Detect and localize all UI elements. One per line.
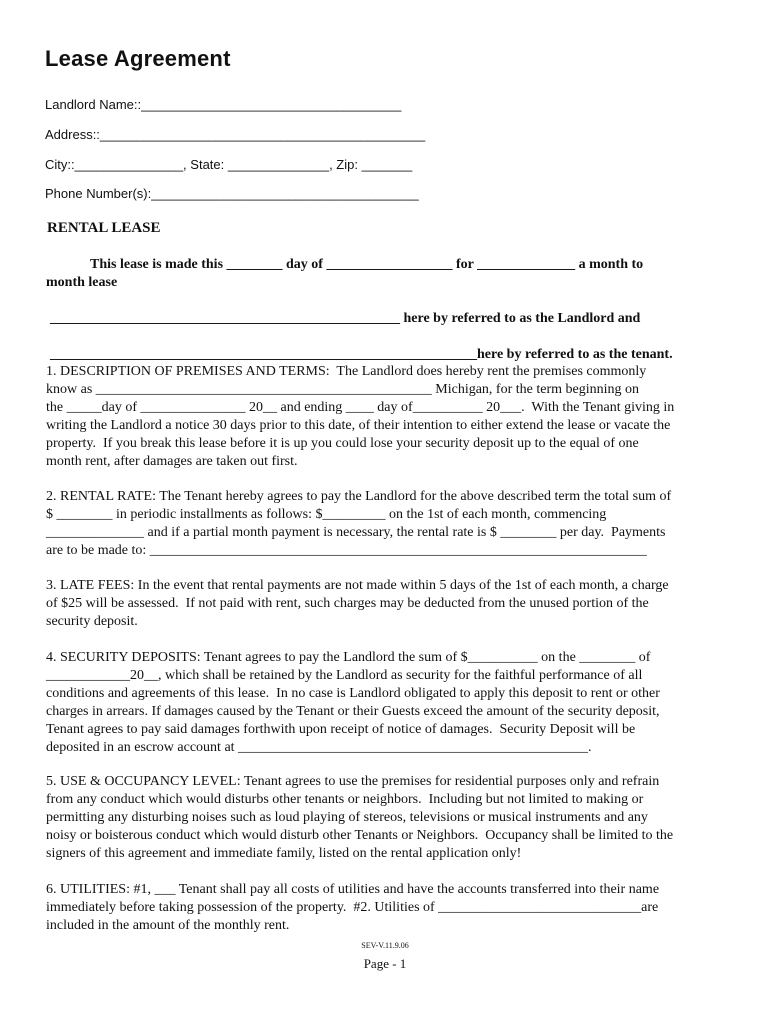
rental-lease-heading: RENTAL LEASE bbox=[47, 220, 161, 236]
paragraph-line: month rent, after damages are taken out first. bbox=[46, 454, 298, 469]
section-security-deposits bbox=[46, 649, 736, 757]
paragraph-line: $ ________ in periodic installments as follows: $_________ on the 1st of each month, commencing bbox=[46, 507, 607, 522]
paragraph-line: 6. UTILITIES: #1, ___ Tenant shall pay all costs of utilities and have the accounts transferred into their name bbox=[46, 882, 660, 897]
paragraph-line: permitting any disturbing noises such as loud playing of stereos, televisions or musical instruments and any bbox=[46, 810, 648, 825]
page-number: Page - 1 bbox=[363, 956, 407, 971]
paragraph-line: 3. LATE FEES: In the event that rental payments are not made within 5 days of the 1st of each month, a charge bbox=[46, 578, 669, 593]
intro-line-2: month lease bbox=[46, 275, 118, 290]
section-late-fees bbox=[46, 577, 736, 631]
landlord-name-field[interactable]: Landlord Name::____________________________________ bbox=[45, 97, 402, 112]
paragraph-line: ____________20__, which shall be retained by the Landlord as security for the faithful performance of all bbox=[46, 668, 643, 683]
paragraph-line: ______________ and if a partial month payment is necessary, the rental rate is $ ________ per day. Payments bbox=[46, 525, 666, 540]
landlord-line: __________________________________________________ here by referred to as the Landlord and bbox=[50, 311, 641, 326]
paragraph-line: 1. DESCRIPTION OF PREMISES AND TERMS: The Landlord does hereby rent the premises commonly bbox=[46, 364, 647, 379]
paragraph-line: the _____day of _______________ 20__ and ending ____ day of__________ 20___. With the Tenant giving in bbox=[46, 400, 675, 415]
paragraph-line: Tenant agrees to pay said damages forthwith upon receipt of notice of damages. Security Deposit will be bbox=[46, 722, 636, 737]
paragraph-line: 5. USE & OCCUPANCY LEVEL: Tenant agrees to use the premises for residential purposes only and refrain bbox=[46, 774, 660, 789]
city-state-zip-field[interactable]: City::_______________, State: ______________, Zip: _______ bbox=[45, 157, 413, 172]
paragraph-line: 2. RENTAL RATE: The Tenant hereby agrees to pay the Landlord for the above described term the total sum of bbox=[46, 489, 672, 504]
tenant-line: _____________________________________________________________here by referred to as the tenant. bbox=[50, 347, 673, 362]
section-utilities bbox=[46, 881, 736, 935]
paragraph-line: are to be made to: _______________________________________________________________________ bbox=[46, 543, 647, 558]
paragraph-line: know as ________________________________________________ Michigan, for the term beginning on bbox=[46, 382, 640, 397]
paragraph-line: signers of this agreement and immediate family, listed on the rental application only! bbox=[46, 846, 522, 861]
paragraph-line: included in the amount of the monthly rent. bbox=[46, 918, 290, 933]
phone-number-field[interactable]: Phone Number(s):_____________________________________ bbox=[45, 186, 419, 201]
paragraph-line: 4. SECURITY DEPOSITS: Tenant agrees to pay the Landlord the sum of $__________ on the ________ of bbox=[46, 650, 651, 665]
paragraph-line: charges in arrears. If damages caused by the Tenant or their Guests exceed the amount of the security deposit, bbox=[46, 704, 660, 719]
intro-line-1: This lease is made this ________ day of __________________ for ______________ a month to bbox=[90, 257, 644, 272]
section-use-and-occupancy bbox=[46, 773, 736, 863]
paragraph-line: of $25 will be assessed. If not paid with rent, such charges may be deducted from the unused portion of the bbox=[46, 596, 649, 611]
paragraph-line: property. If you break this lease before it is up you could lose your security deposit up to the equal of one bbox=[46, 436, 639, 451]
paragraph-line: writing the Landlord a notice 30 days prior to this date, of their intention to either extend the lease or vacate the bbox=[46, 418, 671, 433]
paragraph-line: conditions and agreements of this lease. In no case is Landlord obligated to apply this deposit to rent or other bbox=[46, 686, 660, 701]
paragraph-line: immediately before taking possession of the property. #2. Utilities of _____________________________are bbox=[46, 900, 659, 915]
paragraph-line: deposited in an escrow account at __________________________________________________. bbox=[46, 740, 592, 755]
address-field[interactable]: Address::_____________________________________________ bbox=[45, 127, 426, 142]
form-version-code: SEV-V.11.9.06 bbox=[361, 941, 409, 950]
section-description-of-premises bbox=[46, 363, 736, 471]
section-rental-rate bbox=[46, 488, 736, 560]
paragraph-line: security deposit. bbox=[46, 614, 138, 629]
paragraph-line: from any conduct which would disturbs other tenants or neighbors. Including but not limited to making or bbox=[46, 792, 644, 807]
paragraph-line: noisy or boisterous conduct which would disturb other Tenants or Neighbors. Occupancy shall be limited to the bbox=[46, 828, 674, 843]
page-title: Lease Agreement bbox=[45, 46, 231, 71]
